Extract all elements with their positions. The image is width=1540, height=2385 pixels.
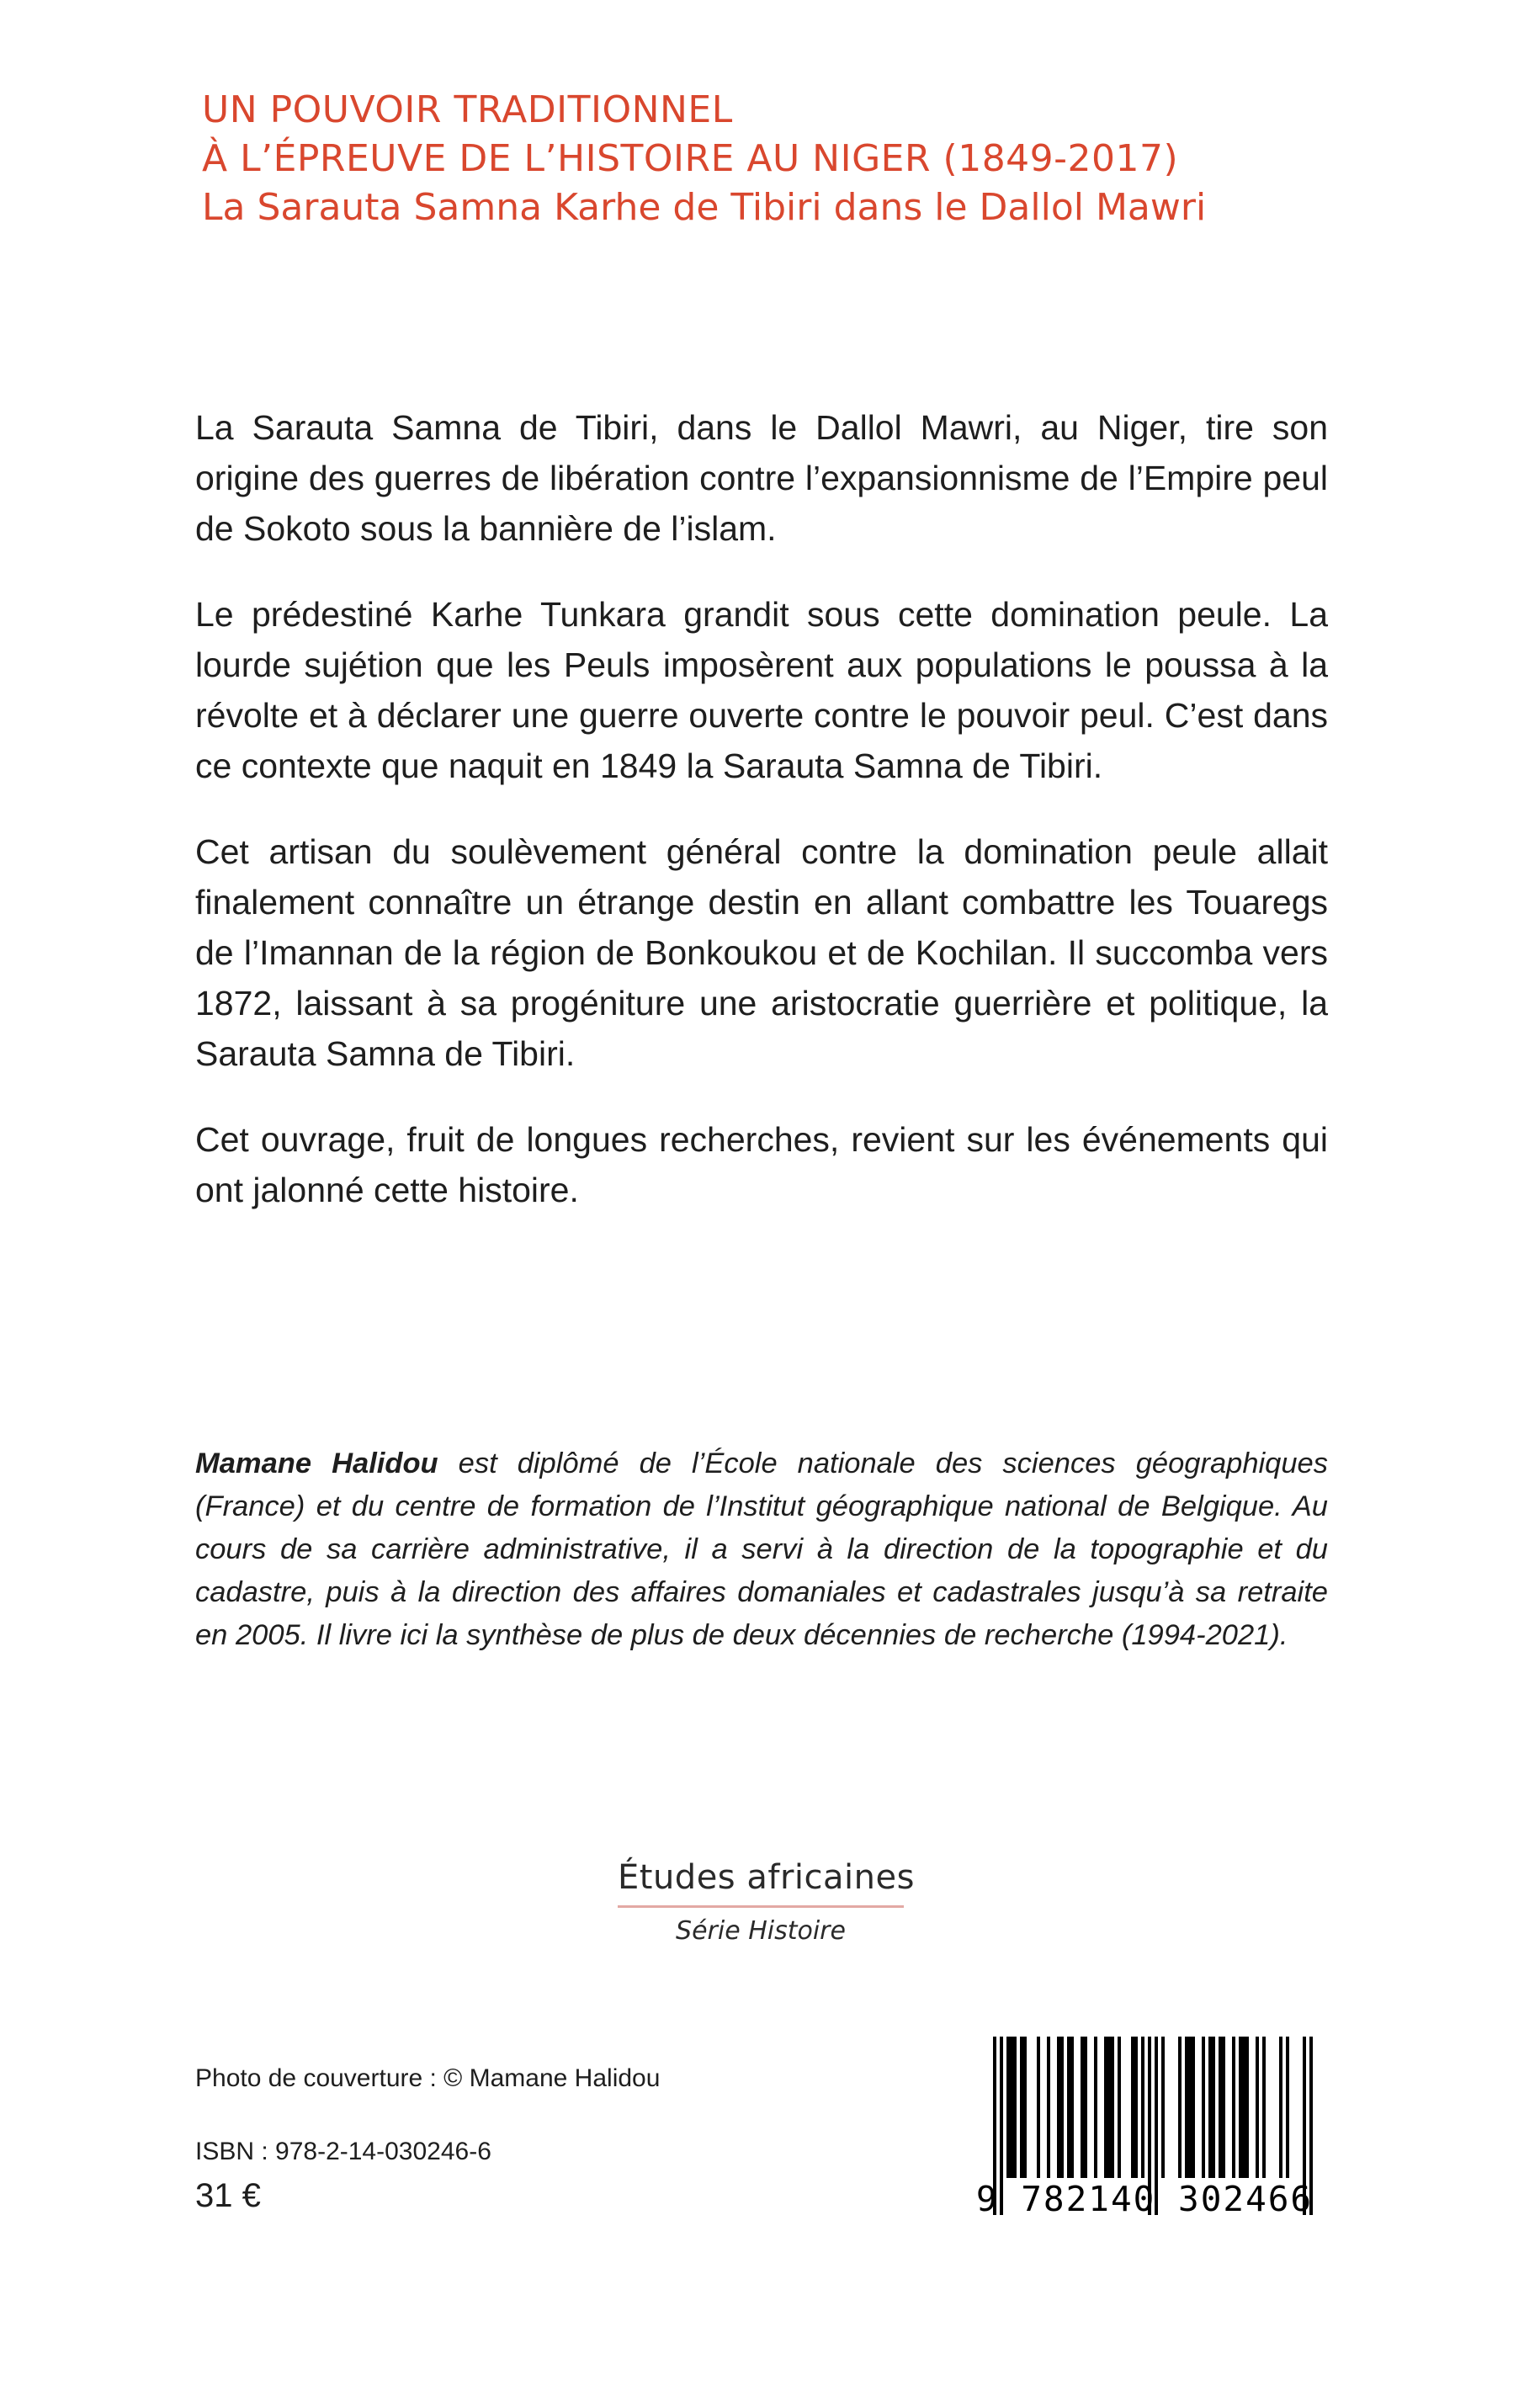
photo-credit: Photo de couverture : © Mamane Halidou [195, 2064, 661, 2092]
barcode-bar [1262, 2037, 1266, 2178]
barcode-bar [1212, 2037, 1215, 2178]
barcode-bar [1161, 2037, 1165, 2178]
price: 31 € [195, 2177, 261, 2214]
barcode-bar [1010, 2037, 1013, 2178]
series-divider [618, 1905, 904, 1908]
barcode-bar [1094, 2037, 1097, 2178]
barcode-bar [1023, 2037, 1027, 2178]
barcode-bar [1192, 2037, 1195, 2178]
barcode-bar [1232, 2037, 1235, 2178]
barcode-bar [1060, 2037, 1064, 2178]
isbn: ISBN : 978-2-14-030246-6 [195, 2138, 491, 2165]
barcode-bar [1047, 2037, 1050, 2178]
barcode-bar [1013, 2037, 1017, 2178]
summary-paragraph-2: Le prédestiné Karhe Tunkara grandit sous cette domination peule. La lourde sujétion que les Peuls imposèrent aux populations le poussa à la révolte et à déclarer une guerre ouverte contre le pouvoir peul. C’est dans ce contexte que naquit en 1849 la Sarauta Samna de Tibiri. [195, 595, 1328, 785]
barcode-bar [1104, 2037, 1107, 2178]
barcode-bar [1118, 2037, 1121, 2178]
series-subtitle: Série Histoire [676, 1916, 846, 1946]
barcode-bar [1188, 2037, 1192, 2178]
barcode-bar [1239, 2037, 1242, 2178]
barcode-bar [1219, 2037, 1222, 2178]
series-logo [618, 1856, 915, 1948]
book-title-line-2: À L’ÉPREUVE DE L’HISTOIRE AU NIGER (1849-2017) [202, 137, 1179, 180]
barcode-bar [1081, 2037, 1084, 2178]
barcode-bar [1202, 2037, 1205, 2178]
barcode-bar [1006, 2037, 1010, 2178]
barcode-bar [1020, 2037, 1023, 2178]
barcode-bar [1286, 2037, 1289, 2178]
series-title: Études africaines [618, 1858, 915, 1897]
barcode-bar [1107, 2037, 1111, 2178]
barcode-number: 9 782140 302466 [975, 2179, 1314, 2219]
barcode-bar [1185, 2037, 1188, 2178]
book-subtitle: La Sarauta Samna Karhe de Tibiri dans le Dallol Mawri [202, 186, 1207, 229]
barcode-bar [1222, 2037, 1225, 2178]
summary-paragraph-1: La Sarauta Samna de Tibiri, dans le Dallol Mawri, au Niger, tire son origine des guerres de libération contre l’expansionnisme de l’Empire peul de Sokoto sous la bannière de l’islam. [195, 408, 1328, 548]
barcode-bar [1037, 2037, 1040, 2178]
barcode-bar [1084, 2037, 1087, 2178]
barcode-bar [1208, 2037, 1212, 2178]
barcode-bar [1256, 2037, 1259, 2178]
barcode-bar [1242, 2037, 1245, 2178]
book-title-line-1: UN POUVOIR TRADITIONNEL [202, 88, 733, 131]
title-block [202, 86, 1380, 232]
summary-paragraph-4: Cet ouvrage, fruit de longues recherches, revient sur les événements qui ont jalonné cette histoire. [195, 1120, 1328, 1209]
barcode-bar [1057, 2037, 1060, 2178]
author-bio-text: est diplômé de l’École nationale des sciences géographiques (France) et du centre de formation de l’Institut géographique national de Belgique. Au cours de sa carrière administrative, il a servi à la direction de la topographie et du cadastre, puis à la direction des affaires domaniales et cadastrales jusqu’à sa retraite en 2005. Il livre ici la synthèse de plus de deux décennies de recherche (1994-2021). [195, 1447, 1328, 1651]
summary-paragraph-3: Cet artisan du soulèvement général contre la domination peule allait finalement connaître un étrange destin en allant combattre les Touaregs de l’Imannan de la région de Bonkoukou et de Kochilan. Il succomba vers 1872, laissant à sa progéniture une aristocratie guerrière et politique, la Sarauta Samna de Tibiri. [195, 832, 1328, 1073]
barcode-bar [1070, 2037, 1074, 2178]
barcode-bar [1131, 2037, 1134, 2178]
barcode-bar [1141, 2037, 1144, 2178]
barcode-bar [1279, 2037, 1282, 2178]
author-name: Mamane Halidou [195, 1447, 438, 1479]
summary-text [195, 402, 1328, 1251]
barcode-bar [1067, 2037, 1070, 2178]
barcode-bar [1245, 2037, 1249, 2178]
barcode-bar [1134, 2037, 1138, 2178]
author-bio [195, 1442, 1328, 1657]
barcode-bar [1111, 2037, 1114, 2178]
barcode-bar [1178, 2037, 1182, 2178]
